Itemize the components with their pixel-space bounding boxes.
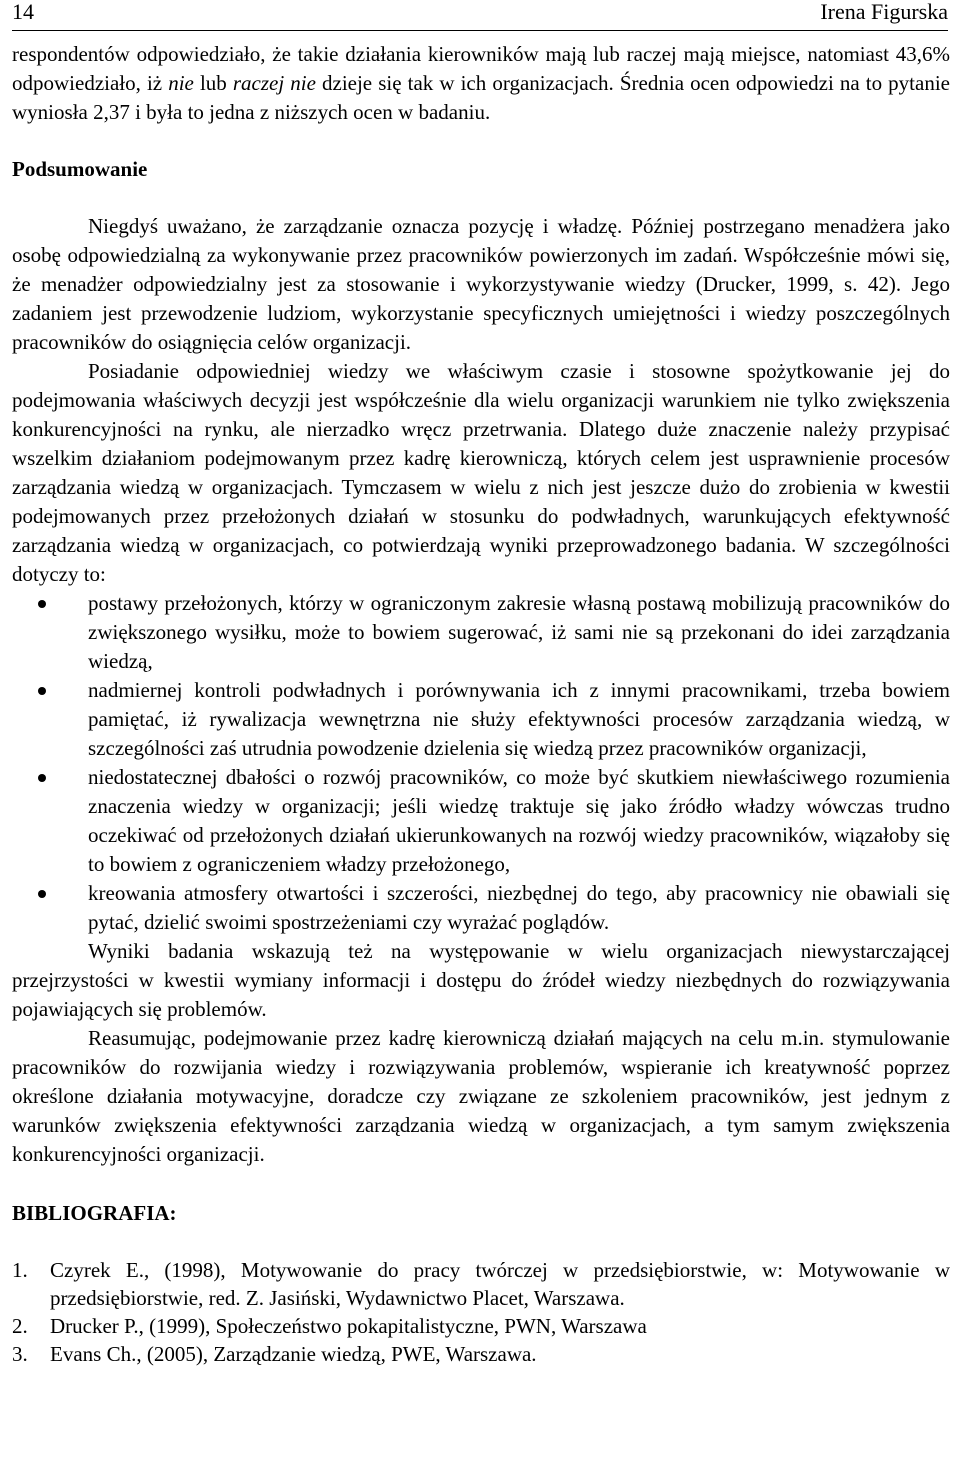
bullet-item: kreowania atmosfery otwartości i szczerości, niezbędnej do tego, aby pracownicy nie obawiali się pytać, dzielić swoimi spostrzeżeniami czy wyrażać poglądów. [12,879,950,937]
paragraph-2: Posiadanie odpowiedniej wiedzy we właściwym czasie i stosowne spożytkowanie jej do podejmowania właściwych decyzji jest współcześnie dla wielu organizacji warunkiem nie tylko zwiększenia konkurencyjności na rynku, ale nierzadko wręcz przetrwania. Dlatego duże znaczenie należy przypisać wszelkim działaniom podejmowanym przez kadrę kierowniczą, których celem jest usprawnienie procesów zarządzania wiedzą w organizacjach. Tymczasem w wielu z nich jest jeszcze dużo do zrobienia w kwestii podejmowanych przez przełożonych działań w stosunku do podwładnych, warunkujących efektywność zarządzania wiedzą w organizacjach, co potwierdzają wyniki przeprowadzonego badania. W szczególności dotyczy to: [12,359,950,586]
section-heading-summary: Podsumowanie [12,157,148,181]
bibliography-item: 2. Drucker P., (1999), Społeczeństwo pokapitalistyczne, PWN, Warszawa [12,1314,647,1338]
bullet-item: nadmiernej kontroli podwładnych i porównywania ich z innymi pracownikami, trzeba bowiem pamiętać, iż rywalizacja wewnętrzna nie służy efektywności procesów zarządzania wiedzą, w szczególności zaś utrudnia powodzenie dzielenia się wiedzą przez pracowników organizacji, [12,676,950,763]
bibliography-number: 3. [12,1342,28,1366]
bullet-dot-icon [38,890,46,898]
bullet-dot-icon [38,687,46,695]
page-number: 14 [12,0,34,24]
bullet-dot-icon [38,600,46,608]
bullet-item: postawy przełożonych, którzy w ograniczonym zakresie własną postawą mobilizują pracowników do zwiększonego wysiłku, może to bowiem sugerować, iż sami nie są przekonani do idei zarządzania wiedzą, [12,589,950,676]
bibliography-item: 1. Czyrek E., (1998), Motywowanie do pracy twórczej w przedsiębiorstwie, w: Motywowanie w przedsiębiorstwie, red. Z. Jasiński, Wydawnictwo Placet, Warszawa. [12,1258,950,1310]
bullet-list [12,589,950,937]
bullet-dot-icon [38,774,46,782]
bullet-item: niedostatecznej dbałości o rozwój pracowników, co może być skutkiem niewłaściwego rozumienia znaczenia wiedzy w organizacji; jeśli wiedzę traktuje się jako źródło władzy wówczas trudno oczekiwać od przełożonych działań ukierunkowanych na rozwój wiedzy pracowników, wiązałoby się to bowiem z ograniczeniem władzy przełożonego, [12,763,950,879]
bibliography-number: 2. [12,1314,28,1338]
bibliography-list [12,1256,950,1368]
paragraph-3: Wyniki badania wskazują też na występowanie w wielu organizacjach niewystarczającej przejrzystości w kwestii wymiany informacji i dostępu do źródeł wiedzy niezbędnych do rozwiązywania pojawiających się problemów. [12,939,950,1021]
emphasis-nie: nie [168,71,194,95]
paragraph-4: Reasumując, podejmowanie przez kadrę kierowniczą działań mających na celu m.in. stymulowanie pracowników do rozwijania wiedzy i rozwiązywania problemów, wspieranie ich kreatywność poprzez określone działania motywacyjne, doradcze czy związane ze szkoleniem pracowników, jest jednym z warunków zwiększenia efektywności zarządzania wiedzą w organizacjach, a tym samym zwiększenia konkurencyjności organizacji. [12,1026,950,1166]
bibliography-heading: BIBLIOGRAFIA: [12,1201,177,1225]
running-header-author: Irena Figurska [820,0,948,24]
running-header [12,0,948,31]
emphasis-raczej-nie: raczej nie [232,71,316,95]
paragraph-continuation: respondentów odpowiedziało, że takie działania kierowników mają lub raczej mają miejsce, natomiast 43,6% odpowiedziało, iż nie lub raczej nie dzieje się tak w ich organizacjach. Średnia ocen odpowiedzi na to pytanie wyniosła 2,37 i była to jedna z niższych ocen w badaniu. [12,42,950,124]
page-content [12,40,950,1368]
bibliography-item: 3. Evans Ch., (2005), Zarządzanie wiedzą, PWE, Warszawa. [12,1342,537,1366]
paragraph-1: Niegdyś uważano, że zarządzanie oznacza pozycję i władzę. Później postrzegano menadżera jako osobę odpowiedzialną za wykonywanie przez pracowników powierzonych im zadań. Współcześnie mówi się, że menadżer odpowiedzialny jest za stosowanie i wykorzystywanie wiedzy (Drucker, 1999, s. 42). Jego zadaniem jest przewodzenie ludziom, wykorzystanie specyficznych umiejętności i wiedzy poszczególnych pracowników do osiągnięcia celów organizacji. [12,214,950,354]
bibliography-number: 1. [12,1258,28,1282]
